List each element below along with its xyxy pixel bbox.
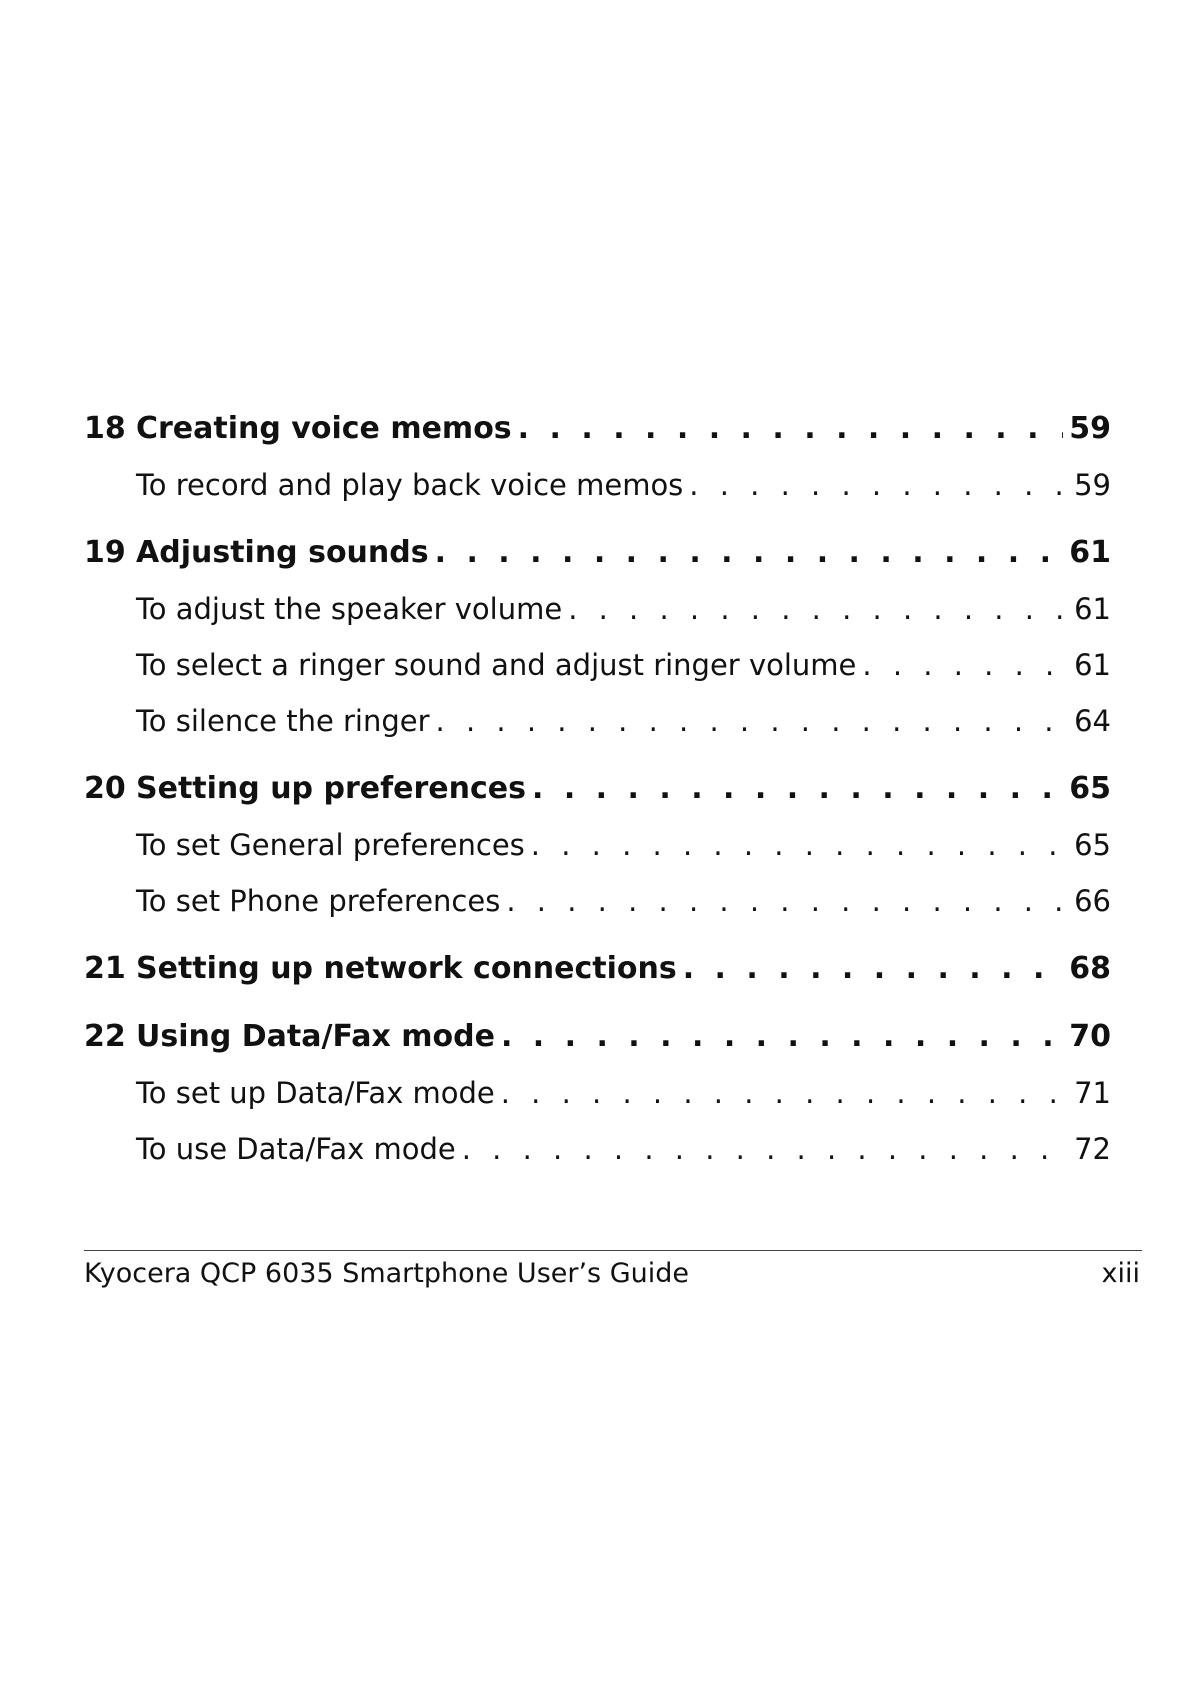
toc-section[interactable]	[84, 876, 1111, 926]
section-page-number: 72	[1074, 1132, 1111, 1166]
section-page-number: 71	[1074, 1076, 1111, 1110]
chapter-number: 20	[84, 771, 126, 806]
toc-chapter-22[interactable]	[84, 1012, 1111, 1062]
toc-section[interactable]	[84, 1068, 1111, 1118]
toc-chapter-20[interactable]	[84, 764, 1111, 814]
chapter-number: 19	[84, 535, 126, 570]
table-of-contents	[84, 404, 1111, 1174]
section-title: To set General preferences	[136, 828, 525, 862]
chapter-title: Creating voice memos	[136, 411, 512, 446]
toc-section[interactable]	[84, 584, 1111, 634]
dot-leader	[683, 944, 1064, 994]
footer-page-number: xiii	[1101, 1258, 1140, 1289]
section-title: To record and play back voice memos	[136, 468, 684, 502]
section-page-number: 61	[1074, 592, 1111, 626]
chapter-page-number: 70	[1069, 1019, 1111, 1054]
section-page-number: 61	[1074, 648, 1111, 682]
footer-book-title: Kyocera QCP 6035 Smartphone User’s Guide	[84, 1258, 689, 1289]
dot-leader	[518, 404, 1064, 454]
chapter-title: Using Data/Fax mode	[136, 1019, 495, 1054]
section-title: To set Phone preferences	[136, 884, 501, 918]
toc-chapter-18[interactable]	[84, 404, 1111, 454]
section-title: To use Data/Fax mode	[136, 1132, 456, 1166]
footer-divider	[84, 1250, 1142, 1251]
toc-chapter-21[interactable]	[84, 944, 1111, 994]
dot-leader	[531, 820, 1072, 870]
chapter-page-number: 68	[1069, 951, 1111, 986]
section-title: To adjust the speaker volume	[136, 592, 563, 626]
chapter-number: 18	[84, 411, 126, 446]
chapter-page-number: 65	[1069, 771, 1111, 806]
dot-leader	[462, 1124, 1072, 1174]
section-page-number: 64	[1074, 704, 1111, 738]
dot-leader	[568, 584, 1072, 634]
dot-leader	[435, 528, 1064, 578]
toc-chapter-19[interactable]	[84, 528, 1111, 578]
dot-leader	[501, 1068, 1072, 1118]
dot-leader	[689, 460, 1072, 510]
chapter-page-number: 61	[1069, 535, 1111, 570]
toc-section[interactable]	[84, 460, 1111, 510]
section-page-number: 66	[1074, 884, 1111, 918]
chapter-title: Adjusting sounds	[136, 535, 429, 570]
chapter-title: Setting up preferences	[136, 771, 526, 806]
toc-section[interactable]	[84, 1124, 1111, 1174]
dot-leader	[501, 1012, 1063, 1062]
section-title: To select a ringer sound and adjust ringer volume	[136, 648, 857, 682]
section-page-number: 65	[1074, 828, 1111, 862]
toc-section[interactable]	[84, 640, 1111, 690]
chapter-number: 22	[84, 1019, 126, 1054]
dot-leader	[532, 764, 1063, 814]
dot-leader	[436, 696, 1073, 746]
chapter-number: 21	[84, 951, 126, 986]
dot-leader	[862, 640, 1072, 690]
section-title: To silence the ringer	[136, 704, 430, 738]
chapter-title: Setting up network connections	[136, 951, 677, 986]
section-page-number: 59	[1074, 468, 1111, 502]
dot-leader	[506, 876, 1072, 926]
section-title: To set up Data/Fax mode	[136, 1076, 495, 1110]
chapter-page-number: 59	[1069, 411, 1111, 446]
toc-section[interactable]	[84, 696, 1111, 746]
toc-section[interactable]	[84, 820, 1111, 870]
